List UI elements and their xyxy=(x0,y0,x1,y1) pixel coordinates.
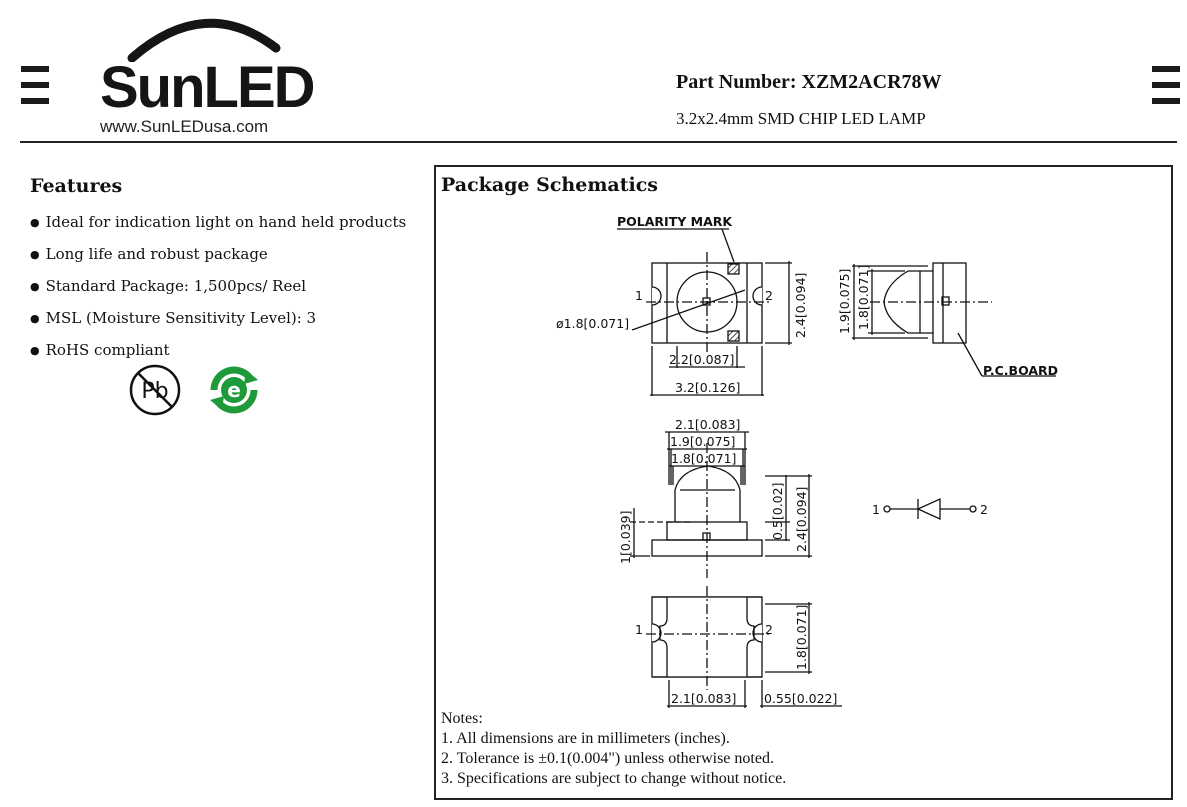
feature-list xyxy=(30,207,406,367)
svg-text:e: e xyxy=(227,378,241,402)
dim-label: 1.9[0.075] xyxy=(837,268,852,334)
pin2-label: 2 xyxy=(765,622,773,637)
pcboard-label: P.C.BOARD xyxy=(983,363,1059,378)
diode-pin1-label: 1 xyxy=(872,502,880,517)
schematics-title: Package Schematics xyxy=(441,174,658,196)
list-item: ● MSL (Moisture Sensitivity Level): 3 xyxy=(30,303,406,335)
dim-label: 1.9[0.075] xyxy=(670,434,736,449)
header-divider xyxy=(20,141,1177,143)
dim-label: 2.2[0.087] xyxy=(669,352,735,367)
pin1-label: 1 xyxy=(635,288,643,303)
dim-label: 2.4[0.094] xyxy=(794,486,809,552)
note-item: 3. Specifications are subject to change without notice. xyxy=(441,770,787,787)
note-item: 2. Tolerance is ±0.1(0.004") unless otherwise noted. xyxy=(441,750,774,767)
features-title: Features xyxy=(30,175,123,197)
dim-label: 2.1[0.083] xyxy=(675,417,741,432)
dim-label: 1.8[0.071] xyxy=(856,264,871,330)
rohs-green-icon xyxy=(202,360,266,420)
notes-title: Notes: xyxy=(441,710,483,727)
logo-arc-icon xyxy=(120,6,290,62)
list-item: ● Long life and robust package xyxy=(30,239,406,271)
notes xyxy=(441,709,786,789)
dim-label: 1[0.039] xyxy=(618,510,633,564)
list-item: ● Ideal for indication light on hand held products xyxy=(30,207,406,239)
list-item: ● RoHS compliant xyxy=(30,335,406,367)
note-item: 1. All dimensions are in millimeters (inches). xyxy=(441,730,730,747)
package-schematic-drawing xyxy=(436,167,1171,712)
product-subtitle: 3.2x2.4mm SMD CHIP LED LAMP xyxy=(676,109,926,128)
pin2-label: 2 xyxy=(765,288,773,303)
menu-left-icon[interactable] xyxy=(21,66,49,114)
website-link[interactable]: www.SunLEDusa.com xyxy=(100,117,269,136)
pin1-label: 1 xyxy=(635,622,643,637)
dim-label: 0.5[0.02] xyxy=(770,482,785,540)
dim-label: 2.4[0.094] xyxy=(793,272,808,338)
dim-label: 2.1[0.083] xyxy=(671,691,737,706)
list-item: ● Standard Package: 1,500pcs/ Reel xyxy=(30,271,406,303)
dim-label: 1.8[0.071] xyxy=(671,451,737,466)
dim-label: 1.8[0.071] xyxy=(794,604,809,670)
pb-free-icon xyxy=(127,362,183,418)
part-number: Part Number: XZM2ACR78W xyxy=(676,71,942,93)
brand-logo: SunLED xyxy=(100,55,314,120)
svg-text:Pb: Pb xyxy=(141,379,169,404)
polarity-mark-label: POLARITY MARK xyxy=(617,214,733,229)
menu-right-icon[interactable] xyxy=(1152,66,1180,114)
dim-label: 3.2[0.126] xyxy=(675,380,741,395)
dim-label: 0.55[0.022] xyxy=(764,691,838,706)
diode-pin2-label: 2 xyxy=(980,502,988,517)
diameter-label: ø1.8[0.071] xyxy=(556,316,630,331)
